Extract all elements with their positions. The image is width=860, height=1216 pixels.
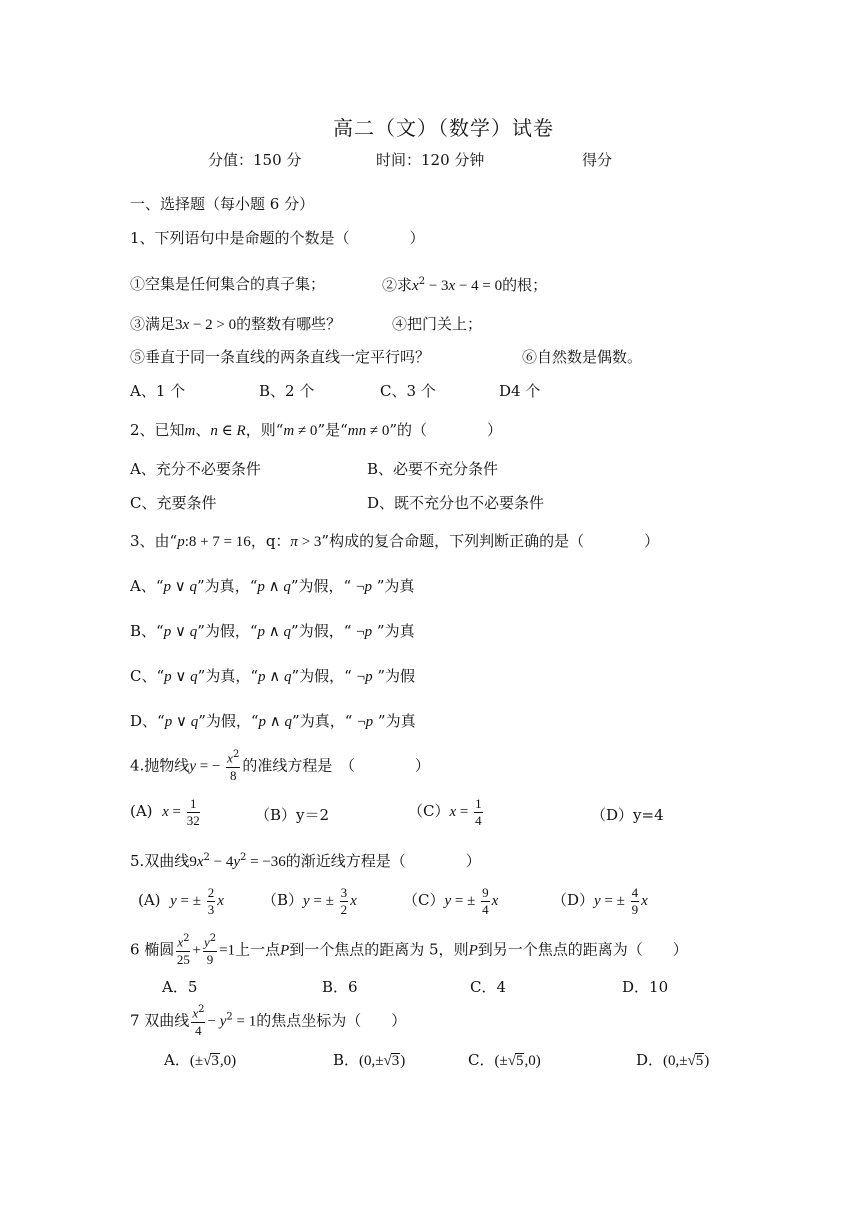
q5-option-d: （D）y = ± $\frac{4}{9}$ x <box>552 885 648 917</box>
q7-option-a: A．(±√3,0) <box>164 1051 237 1069</box>
q5-option-c: （C）y = ± $\frac{9}{4}$ x <box>403 885 499 917</box>
q5-stem: 5.双曲线$9x^2 - 4y^2 = -36$的渐近线方程是（ ） <box>130 852 481 870</box>
q1-option-d: D4 个 <box>499 382 541 400</box>
q1-s2: ②求$x^2 - 3x - 4 = 0$的根； <box>382 276 548 294</box>
page-title: 高二（文）（数学）试卷 <box>333 116 554 140</box>
q1-s6: ⑥自然数是偶数。 <box>522 348 643 366</box>
q1-s4: ④把门关上； <box>392 315 483 333</box>
q6-stem: 6 椭圆 $\frac{x^2}{25}$ + $\frac{y^2}{9}$ =1上一点P到一个焦点的距离为 5，则P到另一个焦点的距离为（ ） <box>130 933 688 967</box>
q7-stem: 7 双曲线 $\frac{x^2}{4}$ − $y^2 = 1$的焦点坐标为（ ） <box>130 1004 407 1038</box>
q4-option-a: (A) x = $\frac{1}{32}$ <box>130 796 200 828</box>
q7-option-b: B．(0,±√3) <box>333 1051 406 1069</box>
q1-s5: ⑤垂直于同一条直线的两条直线一定平行吗？ <box>130 348 431 366</box>
q6-option-b: B．6 <box>322 978 358 996</box>
q4-option-b: （B）y＝2 <box>255 806 330 824</box>
q1-stem: 1、下列语句中是命题的个数是（ ） <box>130 229 425 247</box>
q2-option-b: B、必要不充分条件 <box>367 460 499 478</box>
q6-option-c: C．4 <box>470 978 507 996</box>
q1-option-b: B、2 个 <box>259 382 315 400</box>
q2-option-d: D、既不充分也不必要条件 <box>367 494 545 512</box>
q3-option-b: B、“p ∨ q”为假，“p ∧ q”为假，“ ¬p ”为真 <box>130 622 415 640</box>
q7-option-d: D．(0,±√5) <box>636 1051 710 1069</box>
score-label: 得分 <box>582 151 613 169</box>
q4-option-d: （D）y=4 <box>591 806 664 824</box>
q1-s1: ①空集是任何集合的真子集； <box>130 275 326 293</box>
q3-option-c: C、“p ∨ q”为真，“p ∧ q”为假，“ ¬p ”为假 <box>130 667 416 685</box>
q1-option-a: A、1 个 <box>130 382 186 400</box>
q7-option-c: C．(±√5,0) <box>468 1051 541 1069</box>
q4-option-c: （C）x = $\frac{1}{4}$ <box>408 796 482 828</box>
q3-stem: 3、由“p:8 + 7 = 16，q：π > 3”构成的复合命题，下列判断正确的是（ ） <box>130 532 660 550</box>
q2-option-c: C、充要条件 <box>130 494 217 512</box>
q3-option-a: A、“p ∨ q”为真，“p ∧ q”为假，“ ¬p ”为真 <box>130 577 415 595</box>
score-total: 分值：150 分 <box>208 151 302 169</box>
q2-stem: 2、已知m、n ∈ R，则“m ≠ 0”是“mn ≠ 0”的（ ） <box>130 421 503 439</box>
q1-option-c: C、3 个 <box>380 382 436 400</box>
q6-option-a: A．5 <box>162 978 198 996</box>
q3-option-d: D、“p ∨ q”为假，“p ∧ q”为真，“ ¬p ”为真 <box>130 712 416 730</box>
exam-time: 时间：120 分钟 <box>376 151 485 169</box>
q1-s3: ③满足3x − 2 > 0的整数有哪些？ <box>130 315 342 333</box>
q2-option-a: A、充分不必要条件 <box>130 460 261 478</box>
q4-stem: 4.抛物线y = − $\frac{x^2}{8}$ 的准线方程是 （ ） <box>130 749 430 783</box>
q5-option-a: (A) y = ± $\frac{2}{3}$ x <box>138 885 224 917</box>
q5-option-b: （B）y = ± $\frac{3}{2}$ x <box>262 885 357 917</box>
q6-option-d: D．10 <box>622 978 669 996</box>
section-heading: 一、选择题（每小题 6 分） <box>130 195 315 213</box>
